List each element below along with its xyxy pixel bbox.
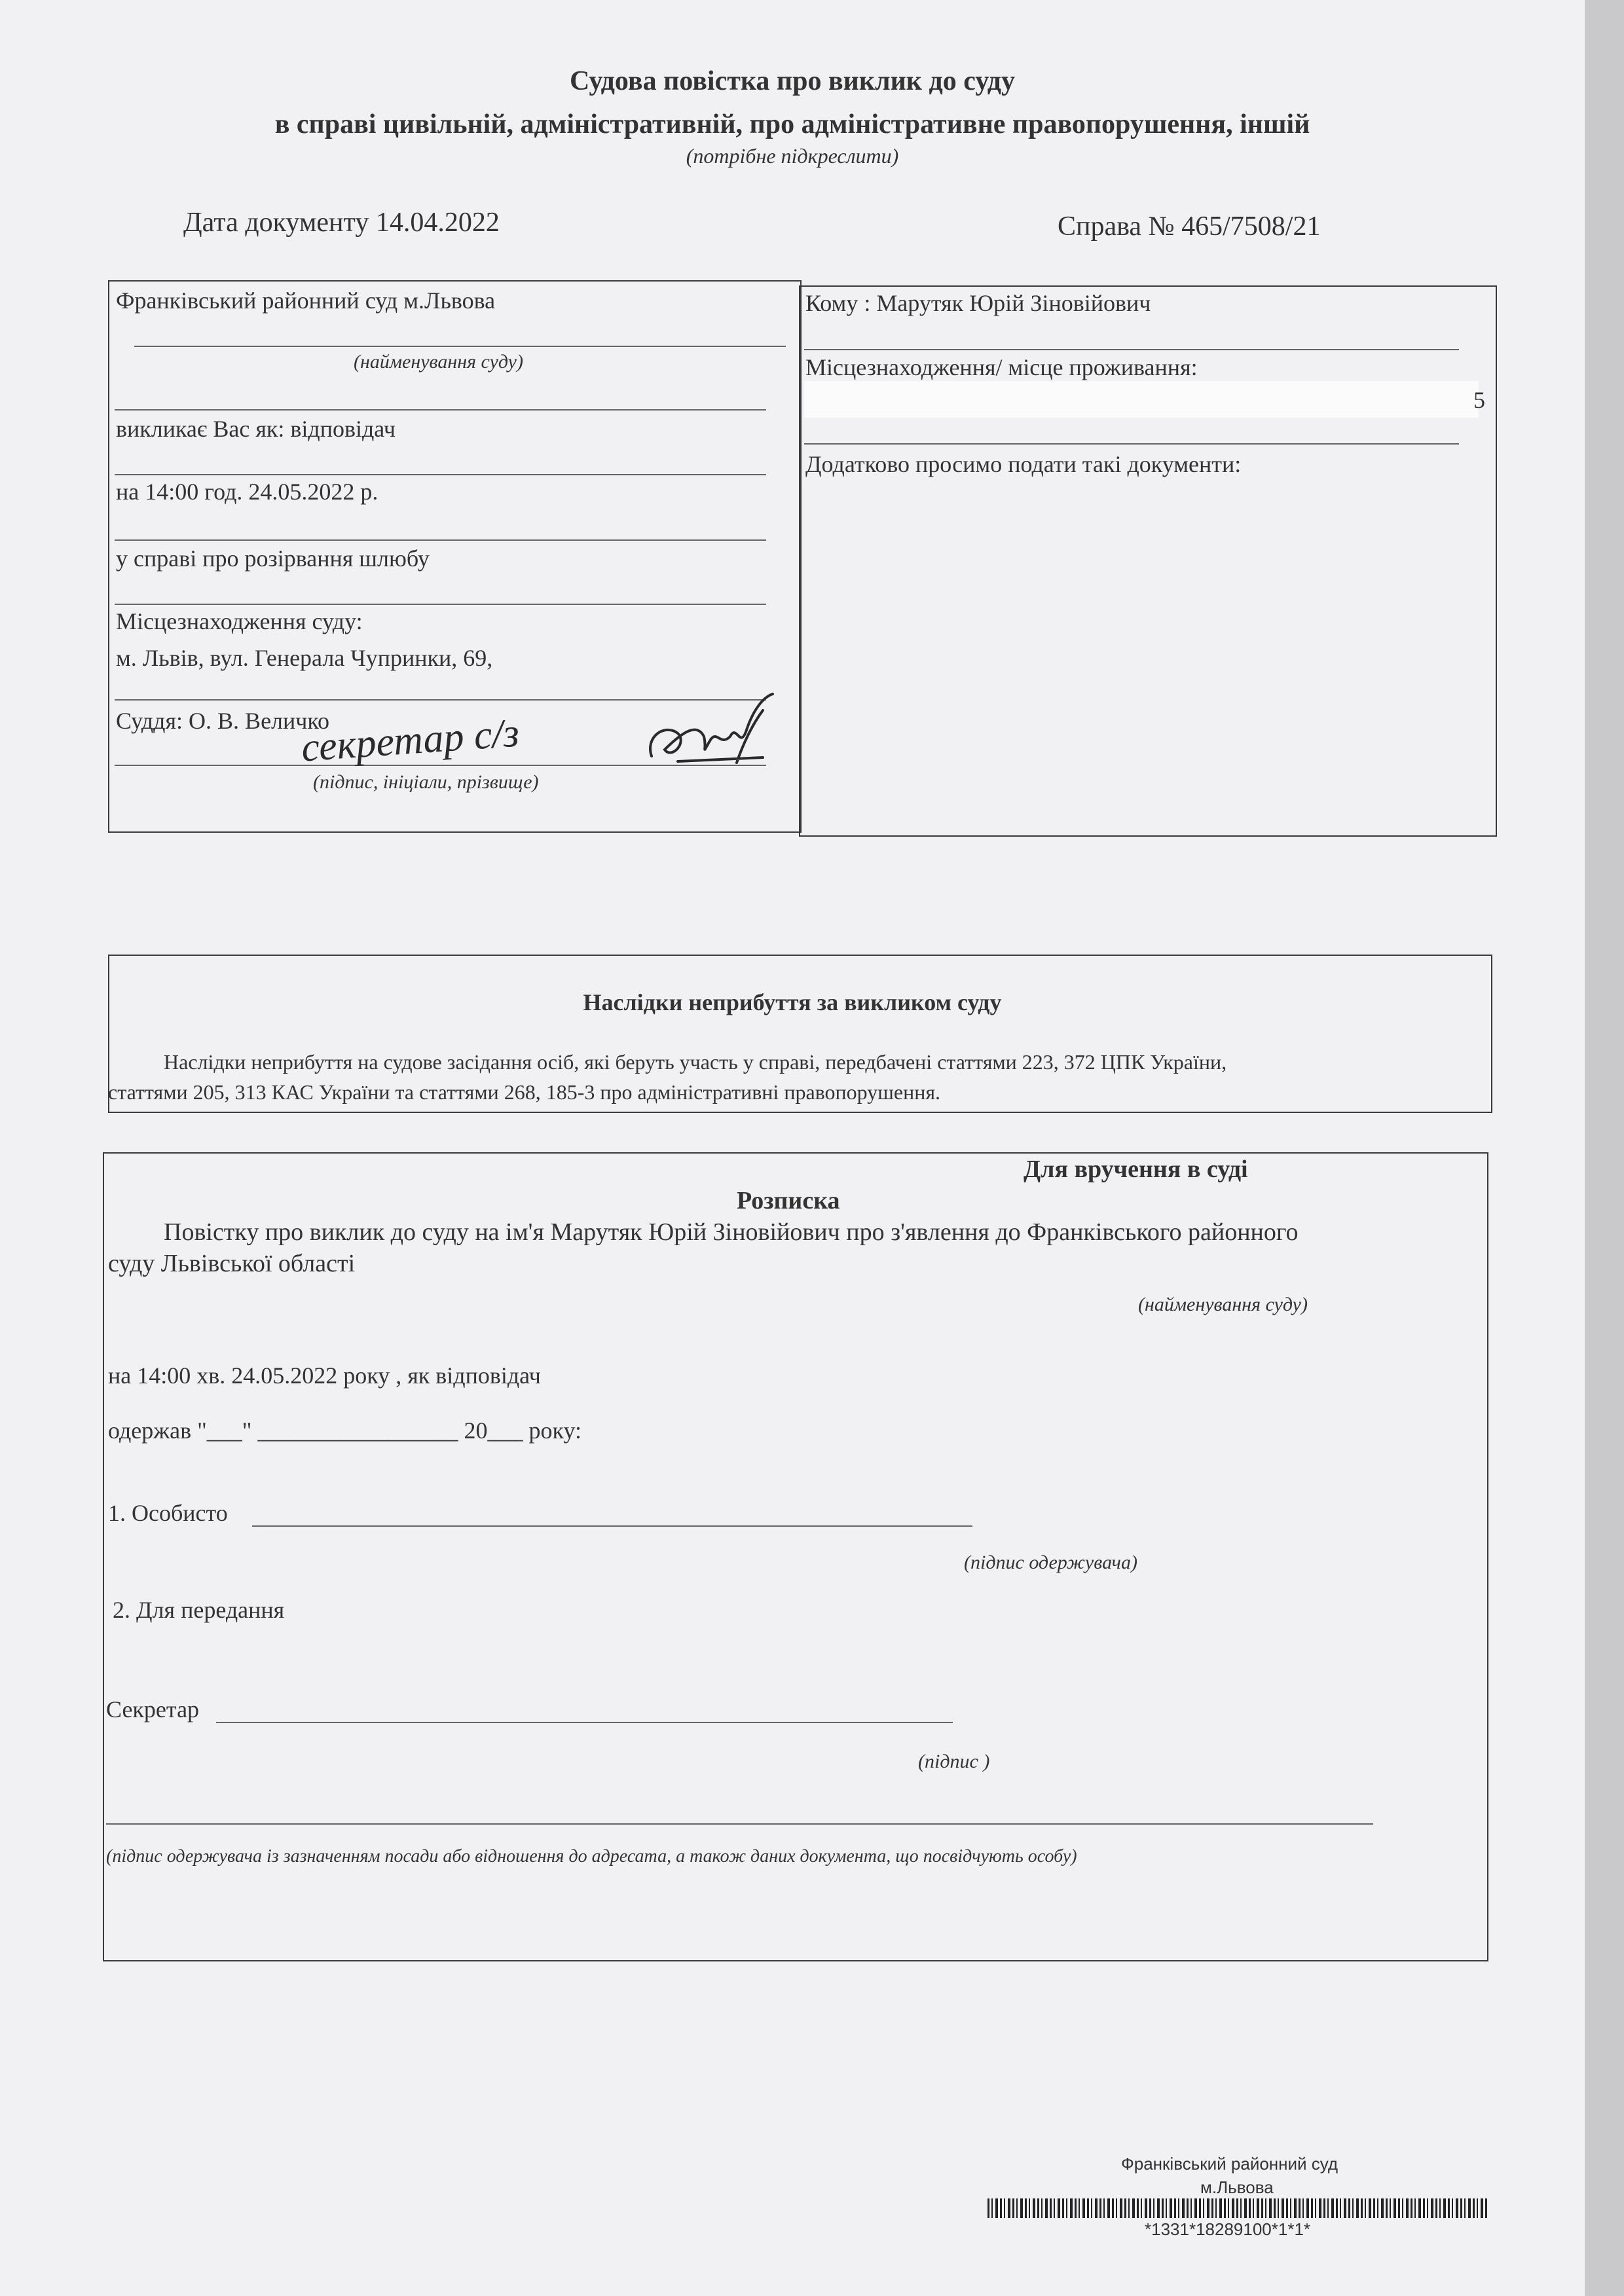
divider bbox=[115, 604, 766, 605]
case-subject: у справі про розірвання шлюбу bbox=[116, 545, 430, 572]
summons-as: викликає Вас як: відповідач bbox=[116, 416, 396, 442]
divider bbox=[134, 346, 786, 347]
receipt-court-caption: (найменування суду) bbox=[1138, 1294, 1308, 1315]
document-date: Дата документу 14.04.2022 bbox=[183, 208, 500, 238]
footer-court-line1: Франківський районний суд bbox=[1121, 2154, 1338, 2174]
signature-line bbox=[252, 1525, 972, 1527]
documents-request: Додатково просимо подати такі документи: bbox=[805, 451, 1242, 477]
handwritten-signature bbox=[638, 684, 783, 782]
court-caption: (найменування суду) bbox=[354, 351, 523, 373]
judge-name: Суддя: О. В. Величко bbox=[116, 708, 330, 734]
divider bbox=[804, 349, 1459, 350]
redacted-address bbox=[804, 381, 1479, 418]
barcode bbox=[987, 2198, 1488, 2218]
recipient-sign-caption: (підпис одержувача) bbox=[964, 1552, 1137, 1573]
barcode-text: *1331*18289100*1*1* bbox=[1145, 2219, 1311, 2239]
bottom-caption: (підпис одержувача із зазначенням посади або відношення до адресата, а також даних документа, що посвідчують особу) bbox=[106, 1846, 1077, 1867]
secretary-label: Секретар bbox=[106, 1696, 200, 1722]
receipt-line2: суду Львівської області bbox=[108, 1250, 356, 1277]
receipt-time: на 14:00 хв. 24.05.2022 року , як відповідач bbox=[108, 1362, 541, 1389]
signature-line bbox=[106, 1823, 1373, 1825]
divider bbox=[115, 539, 766, 541]
receipt-title: Розписка bbox=[737, 1187, 840, 1214]
title-line1: Судова повістка про виклик до суду bbox=[570, 66, 1015, 96]
hearing-time: на 14:00 год. 24.05.2022 р. bbox=[116, 479, 378, 505]
case-number: Справа № 465/7508/21 bbox=[1058, 211, 1321, 242]
received-date: одержав "___" _________________ 20___ року: bbox=[108, 1417, 582, 1444]
consequences-line1: Наслідки неприбуття на судове засідання осіб, які беруть участь у справі, передбачені статтями 223, 372 ЦПК України, bbox=[164, 1050, 1227, 1074]
court-location-label: Місцезнаходження суду: bbox=[116, 608, 363, 634]
address-label: Місцезнаходження/ місце проживання: bbox=[805, 354, 1198, 380]
divider bbox=[115, 474, 766, 475]
signature-line bbox=[216, 1722, 953, 1723]
title-note: (потрібне підкреслити) bbox=[686, 144, 899, 168]
consequences-title: Наслідки неприбуття за викликом суду bbox=[583, 989, 1002, 1015]
for-court-label: Для вручення в суді bbox=[1024, 1156, 1248, 1183]
consequences-line2: статтями 205, 313 КАС України та статтями 268, 185-3 про адміністративні правопорушення. bbox=[108, 1080, 941, 1104]
receipt-line1: Повістку про виклик до суду на ім'я Марутяк Юрій Зіновійович про з'явлення до Франківського районного bbox=[164, 1218, 1299, 1246]
page-edge bbox=[1585, 0, 1624, 2296]
divider bbox=[804, 443, 1459, 445]
address-tail: 5 bbox=[1473, 387, 1485, 413]
recipient-name: Кому : Марутяк Юрій Зіновійович bbox=[805, 290, 1151, 316]
divider bbox=[115, 409, 766, 410]
secretary-sign-caption: (підпис ) bbox=[918, 1751, 990, 1772]
signature-caption: (підпис, ініціали, прізвище) bbox=[313, 771, 539, 793]
handwritten-note: секретар с/з bbox=[299, 710, 521, 771]
personally-label: 1. Особисто bbox=[108, 1500, 228, 1526]
court-location-value: м. Львів, вул. Генерала Чупринки, 69, bbox=[116, 645, 493, 671]
footer-court-line2: м.Львова bbox=[1200, 2178, 1274, 2197]
title-line2: в справі цивільній, адміністративній, про адміністративне правопорушення, іншій bbox=[274, 109, 1310, 139]
court-name: Франківський районний суд м.Львова bbox=[116, 287, 496, 314]
transfer-label: 2. Для передання bbox=[113, 1597, 285, 1623]
